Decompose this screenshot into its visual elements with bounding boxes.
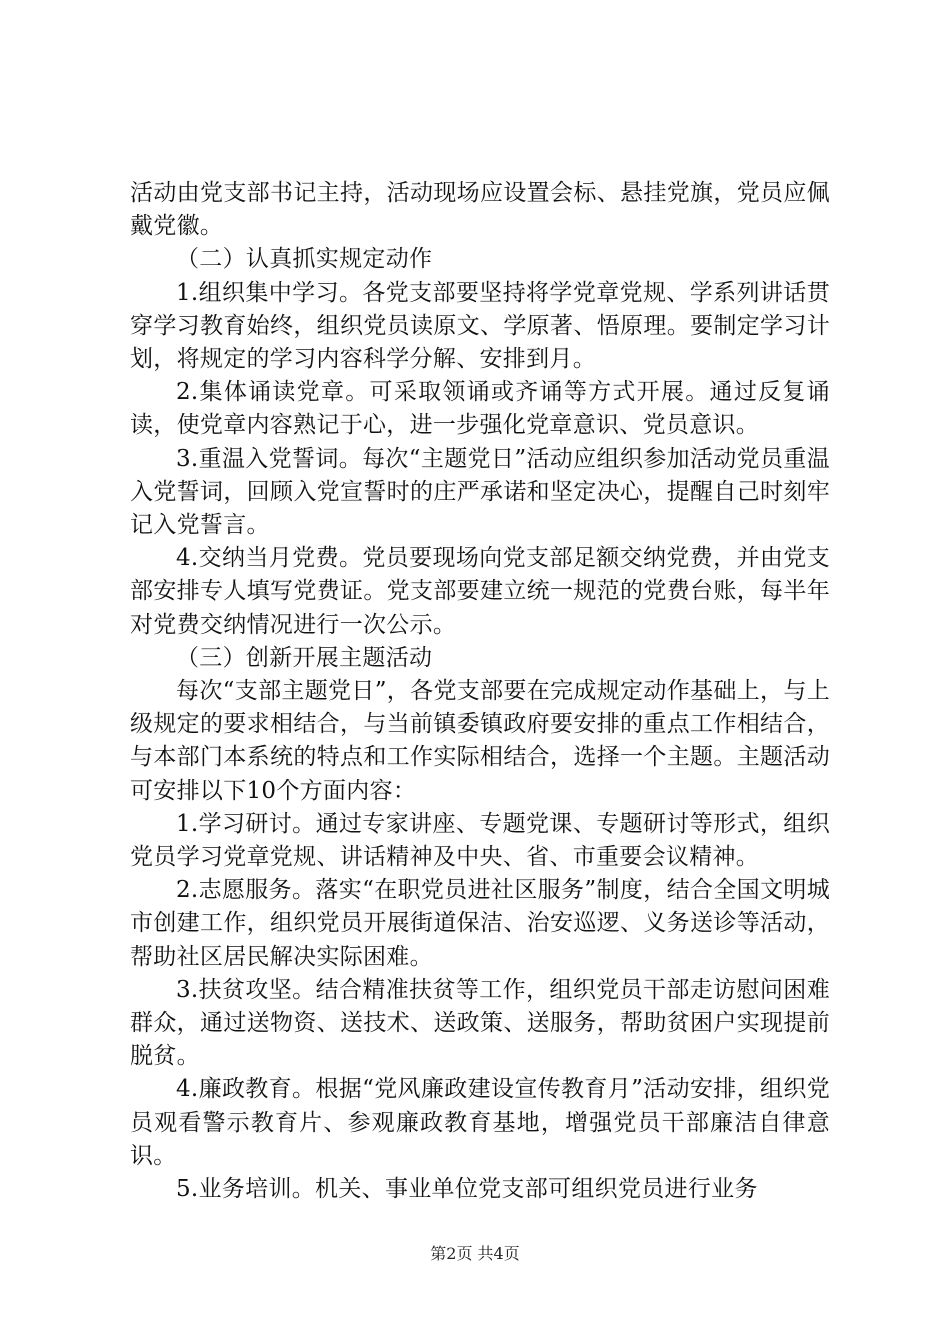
section-heading-3: （三）创新开展主题活动	[176, 644, 433, 671]
paragraph-seminar: 1.学习研讨。通过专家讲座、专题党课、专题研讨等形式，组织党员学习党章党规、讲话精神及中央、省、市重要会议精神。	[130, 810, 830, 871]
paragraph-theme-intro: 每次“支部主题党日”，各党支部要在完成规定动作基础上，与上级规定的要求相结合，与当前镇委镇政府要安排的重点工作相结合，与本部门本系统的特点和工作实际相结合，选择一个主题。主题活动可安排以下10个方面内容：	[130, 678, 830, 804]
paragraph-training: 5.业务培训。机关、事业单位党支部可组织党员进行业务	[176, 1176, 758, 1203]
paragraph-recite: 2.集体诵读党章。可采取领诵或齐诵等方式开展。通过反复诵读，使党章内容熟记于心，进一步强化党章意识、党员意识。	[130, 379, 830, 439]
document-body	[130, 177, 830, 1206]
section-heading-2: （二）认真抓实规定动作	[176, 246, 433, 273]
page-footer	[0, 1244, 950, 1264]
paragraph-continuation: 活动由党支部书记主持，活动现场应设置会标、悬挂党旗，党员应佩戴党徽。	[130, 180, 830, 240]
paragraph-poverty: 3.扶贫攻坚。结合精准扶贫等工作，组织党员干部走访慰问困难群众，通过送物资、送技术、送政策、送服务，帮助贫困户实现提前脱贫。	[130, 976, 830, 1070]
paragraph-integrity: 4.廉政教育。根据“党风廉政建设宣传教育月”活动安排，组织党员观看警示教育片、参观廉政教育基地，增强党员干部廉洁自律意识。	[130, 1076, 830, 1169]
paragraph-volunteer: 2.志愿服务。落实“在职党员进社区服务”制度，结合全国文明城市创建工作，组织党员开展街道保洁、治安巡逻、义务送诊等活动，帮助社区居民解决实际困难。	[130, 877, 830, 970]
paragraph-oath: 3.重温入党誓词。每次“主题党日”活动应组织参加活动党员重温入党誓词，回顾入党宣誓时的庄严承诺和坚定决心，提醒自己时刻牢记入党誓言。	[130, 445, 830, 539]
page-number-label: 第2页 共4页	[430, 1244, 520, 1263]
paragraph-dues: 4.交纳当月党费。党员要现场向党支部足额交纳党费，并由党支部安排专人填写党费证。党支部要建立统一规范的党费台账，每半年对党费交纳情况进行一次公示。	[130, 545, 830, 638]
paragraph-study: 1.组织集中学习。各党支部要坚持将学党章党规、学系列讲话贯穿学习教育始终，组织党员读原文、学原著、悟原理。要制定学习计划，将规定的学习内容科学分解、安排到月。	[130, 279, 830, 373]
